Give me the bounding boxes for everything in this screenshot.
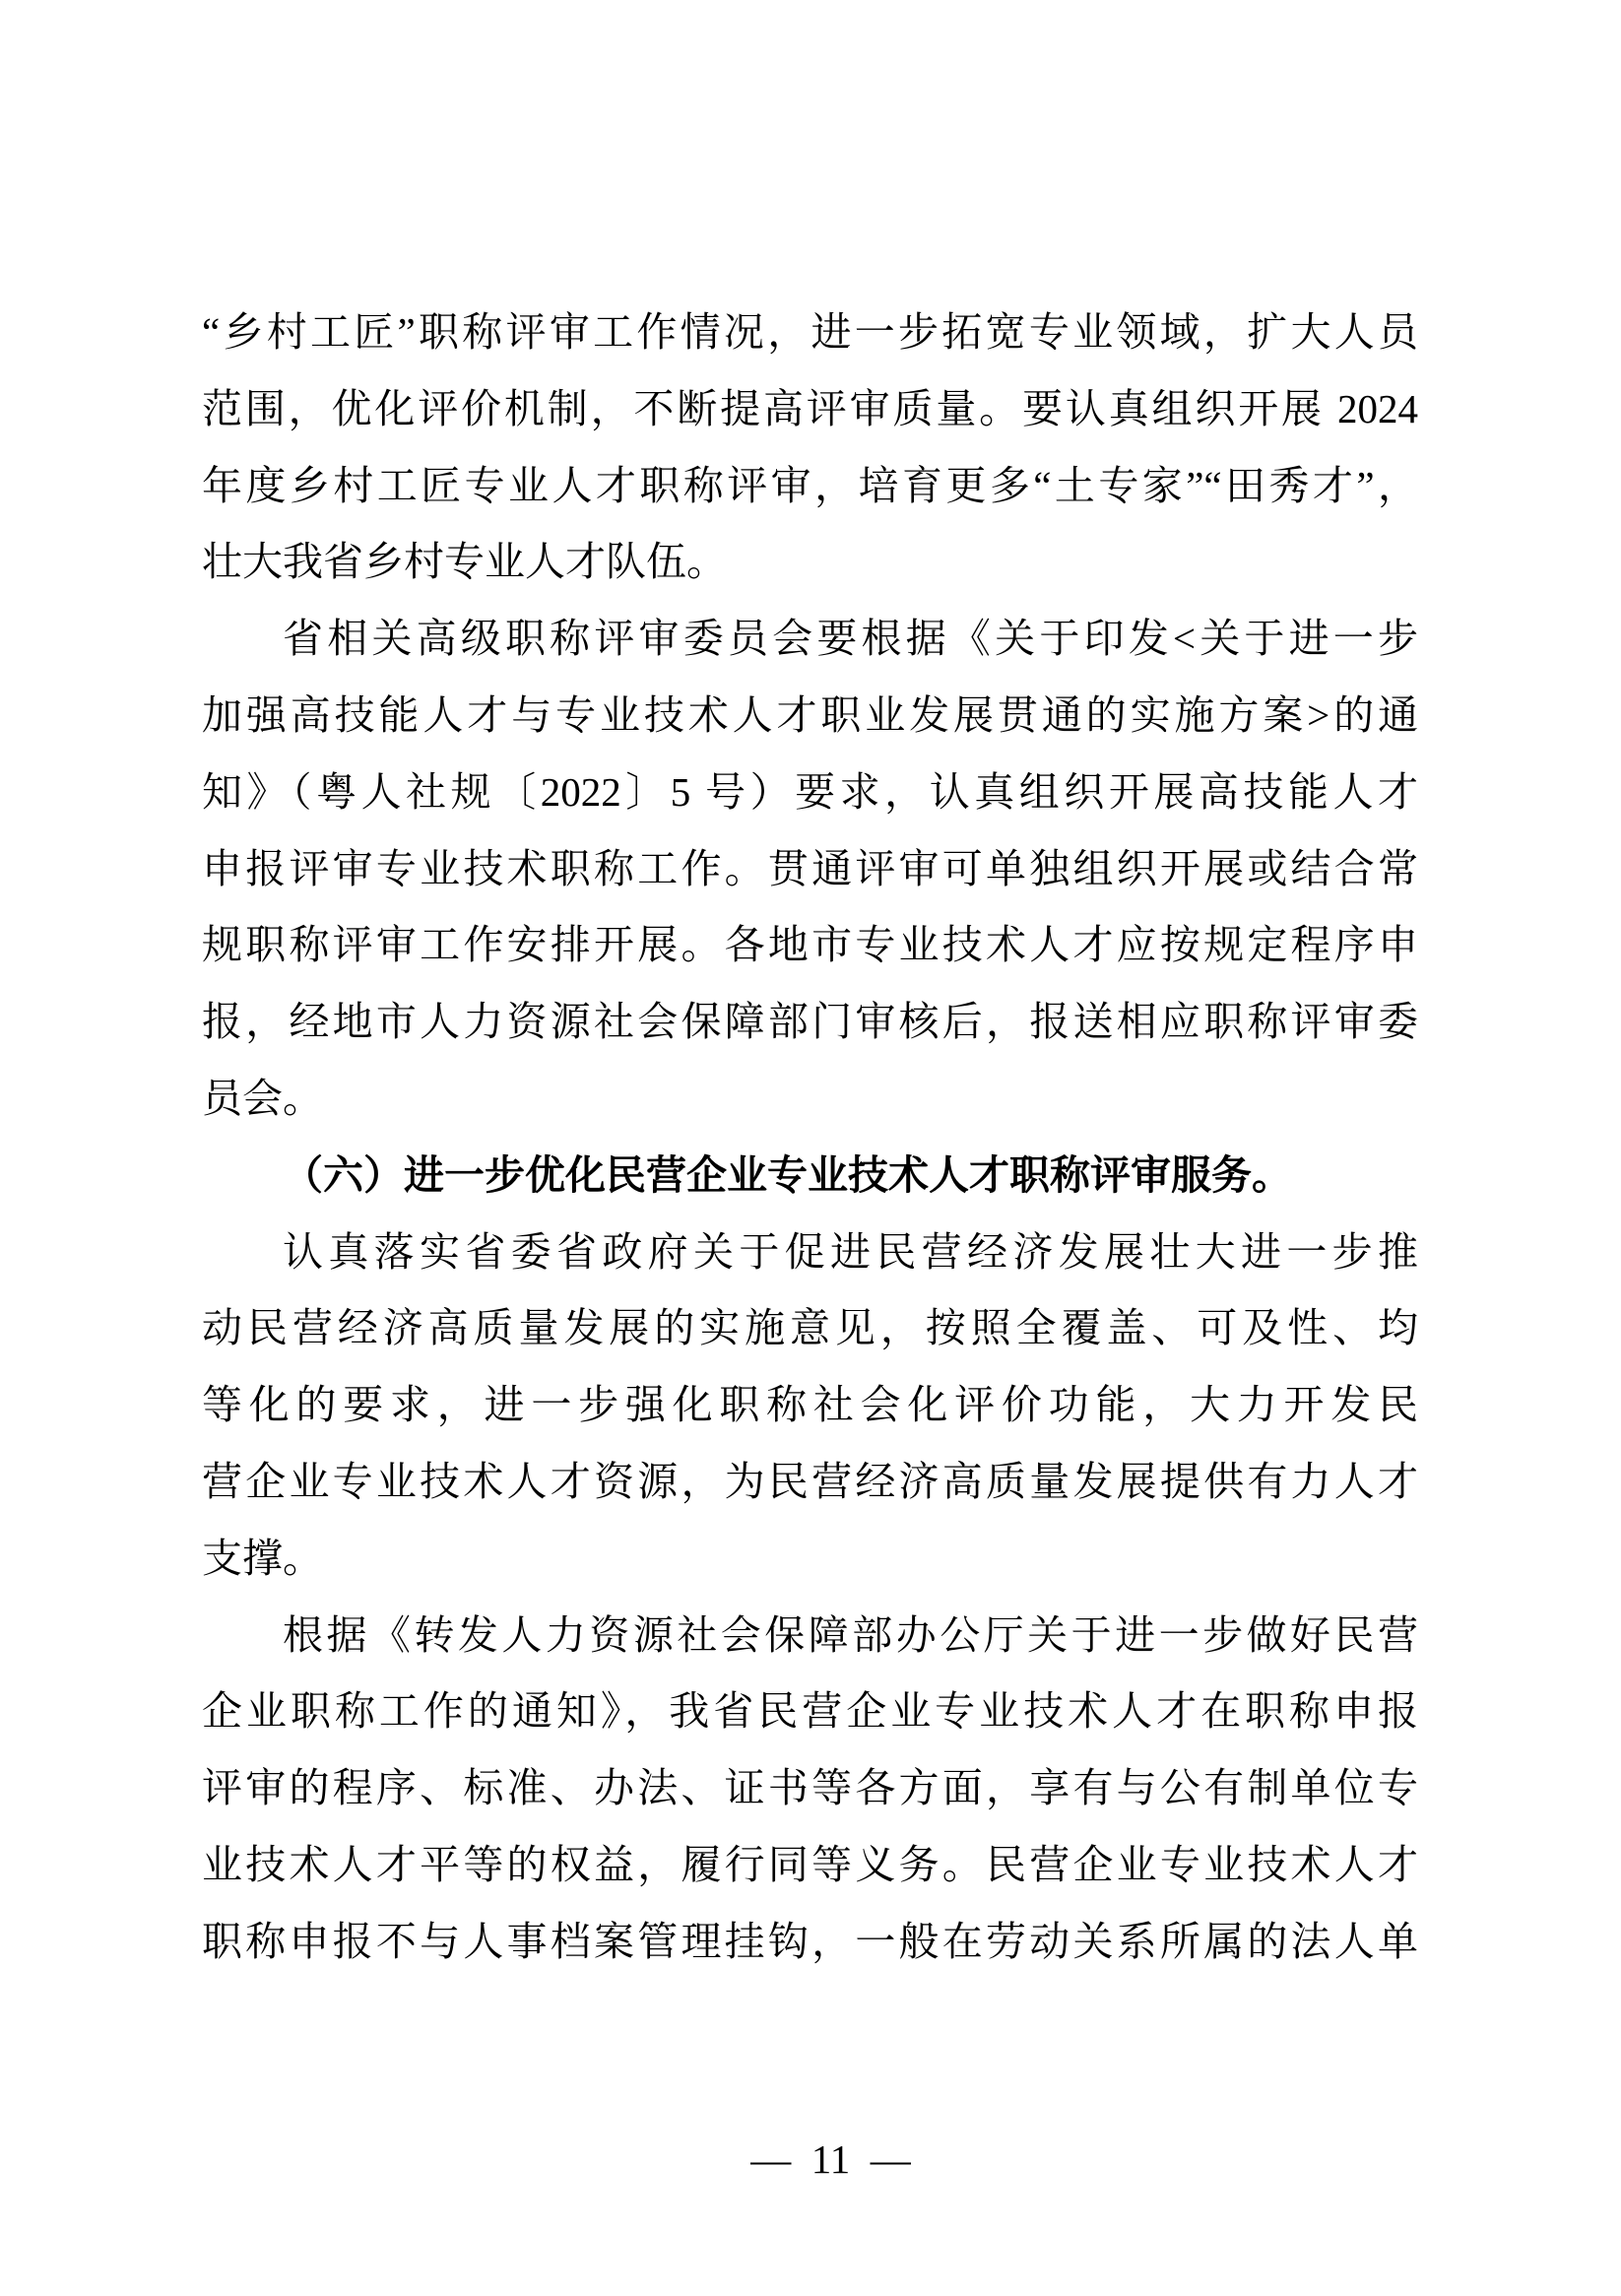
document-line: 报，经地市人力资源社会保障部门审核后，报送相应职称评审委 — [202, 999, 1418, 1045]
document-line: 营企业专业技术人才资源，为民营经济高质量发展提供有力人才 — [202, 1458, 1418, 1504]
document-line: 省相关高级职称评审委员会要根据《关于印发<关于进一步 — [283, 616, 1418, 662]
document-line: 规职称评审工作安排开展。各地市专业技术人才应按规定程序申 — [202, 922, 1418, 968]
document-line: 壮大我省乡村专业人才队伍。 — [202, 539, 727, 585]
document-line: 员会。 — [202, 1075, 323, 1121]
page-footer — [0, 2070, 1621, 2182]
document-line: 根据《转发人力资源社会保障部办公厅关于进一步做好民营 — [283, 1611, 1418, 1658]
document-line: “乡村工匠”职称评审工作情况，进一步拓宽专业领域，扩大人员 — [202, 309, 1418, 355]
document-line: 业技术人才平等的权益，履行同等义务。民营企业专业技术人才 — [202, 1841, 1418, 1887]
document-line: 知》（粤人社规〔2022〕5 号）要求，认真组织开展高技能人才 — [202, 768, 1418, 815]
document-line: 支撑。 — [202, 1535, 323, 1581]
page-number: — 11 — — [750, 2136, 911, 2182]
document-line: 申报评审专业技术职称工作。贯通评审可单独组织开展或结合常 — [202, 845, 1418, 891]
document-line: 认真落实省委省政府关于促进民营经济发展壮大进一步推 — [283, 1228, 1418, 1275]
document-line: 职称申报不与人事档案管理挂钩，一般在劳动关系所属的法人单 — [202, 1918, 1418, 1964]
document-line: 年度乡村工匠专业人才职称评审，培育更多“土专家”“田秀才”， — [202, 462, 1418, 508]
document-line: 评审的程序、标准、办法、证书等各方面，享有与公有制单位专 — [202, 1765, 1418, 1811]
document-line: 等化的要求，进一步强化职称社会化评价功能，大力开发民 — [202, 1382, 1418, 1428]
document-line: 企业职称工作的通知》，我省民营企业专业技术人才在职称申报 — [202, 1688, 1418, 1735]
document-line: 加强高技能人才与专业技术人才职业发展贯通的实施方案>的通 — [202, 691, 1418, 738]
document-line: 范围，优化评价机制，不断提高评审质量。要认真组织开展 2024 — [202, 385, 1418, 431]
document-body — [202, 295, 1418, 1981]
document-line: 动民营经济高质量发展的实施意见，按照全覆盖、可及性、均 — [202, 1305, 1418, 1351]
section-heading: （六）进一步优化民营企业专业技术人才职称评审服务。 — [283, 1151, 1292, 1198]
